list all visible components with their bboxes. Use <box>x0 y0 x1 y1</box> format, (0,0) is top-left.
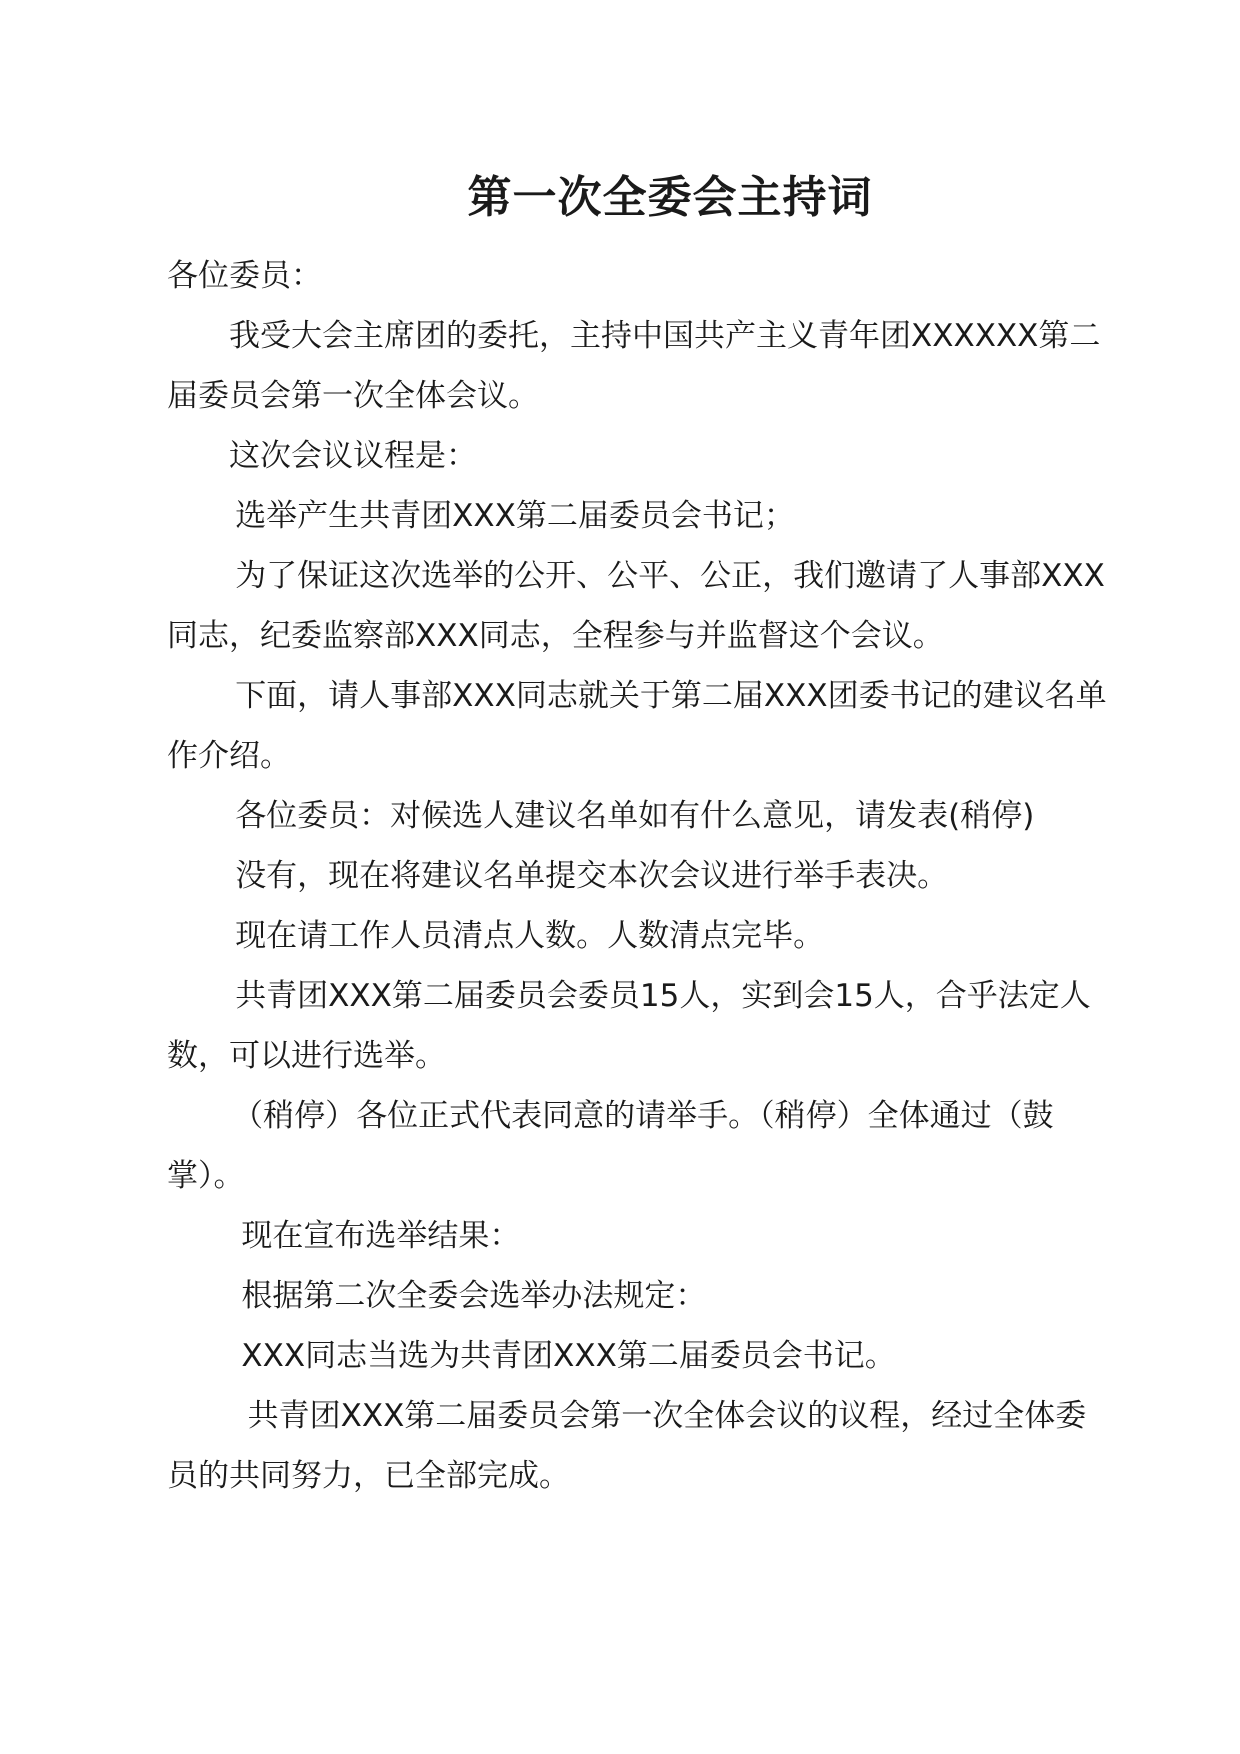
paragraph-elected: XXX同志当选为共青团XXX第二届委员会书记。 <box>241 1338 896 1374</box>
paragraph-opinions: 各位委员：对候选人建议名单如有什么意见，请发表(稍停) <box>235 798 1035 834</box>
paragraph-headcount: 现在请工作人员清点人数。人数清点完毕。 <box>235 918 825 954</box>
paragraph-announce-results: 现在宣布选举结果： <box>241 1218 521 1254</box>
paragraph-closing: 共青团XXX第二届委员会第一次全体会议的议程，经过全体委员的共同努力，已全部完成。 <box>167 1398 1087 1494</box>
paragraph-agenda-heading: 这次会议议程是： <box>229 438 477 474</box>
paragraph-quorum: 共青团XXX第二届委员会委员15人，实到会15人，合乎法定人数，可以进行选举。 <box>167 978 1091 1074</box>
paragraph-agenda-item: 选举产生共青团XXX第二届委员会书记； <box>235 498 795 534</box>
paragraph-vote-submission: 没有，现在将建议名单提交本次会议进行举手表决。 <box>235 858 949 894</box>
paragraph-election-rules: 根据第二次全委会选举办法规定： <box>241 1278 707 1314</box>
paragraph-introduction: 下面，请人事部XXX同志就关于第二届XXX团委书记的建议名单作介绍。 <box>167 678 1107 774</box>
document-body <box>167 246 1117 1506</box>
paragraph-supervision: 为了保证这次选举的公开、公平、公正，我们邀请了人事部XXX同志，纪委监察部XXX同志，全程参与并监督这个会议。 <box>167 558 1105 654</box>
paragraph-entrusted: 我受大会主席团的委托，主持中国共产主义青年团XXXXXX第二届委员会第一次全体会议。 <box>167 318 1101 414</box>
paragraph-show-of-hands: （稍停）各位正式代表同意的请举手。（稍停）全体通过（鼓掌）。 <box>167 1098 1054 1194</box>
paragraph-salutation: 各位委员： <box>167 258 322 294</box>
document-title: 第一次全委会主持词 <box>467 172 873 223</box>
